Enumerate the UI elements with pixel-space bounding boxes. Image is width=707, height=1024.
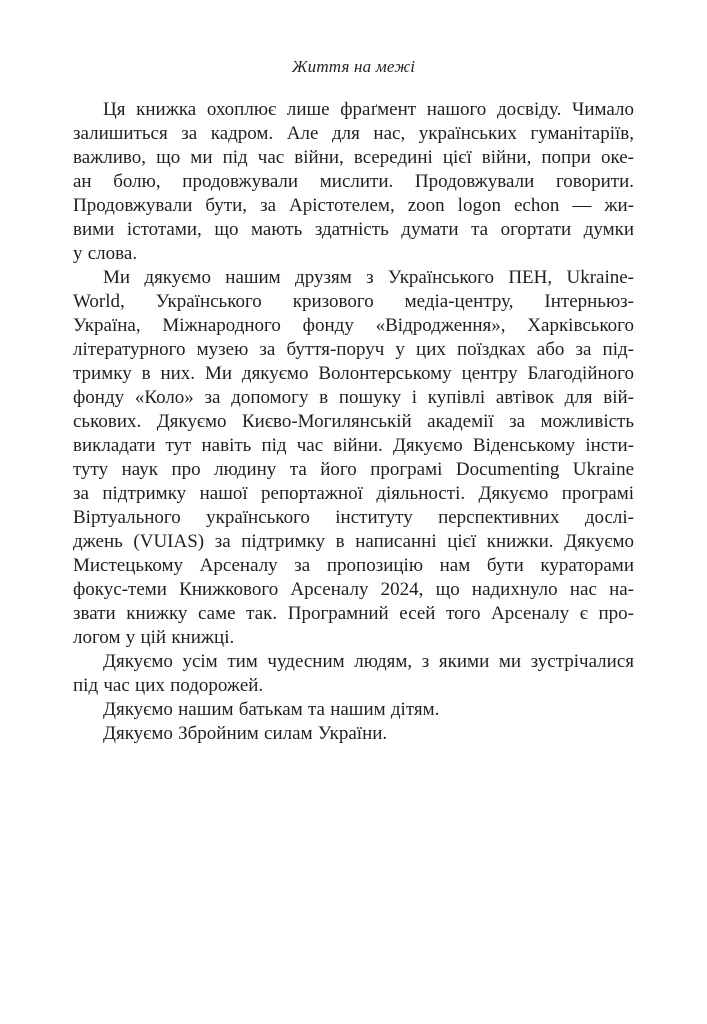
text-line: Мистецькому Арсеналу за пропозицію нам бути кураторами <box>73 555 634 576</box>
text-line: тримку в них. Ми дякуємо Волонтерському центру Благодійного <box>73 363 634 384</box>
text-line: Україна, Міжнародного фонду «Відродження», Харківського <box>73 315 634 336</box>
text-line: за підтримку нашої репортажної діяльності. Дякуємо програмі <box>73 483 634 504</box>
text-line: ан болю, продовжували мислити. Продовжували говорити. <box>73 171 634 192</box>
paragraph <box>73 698 634 722</box>
text-line: Дякуємо Збройним силам України. <box>103 723 388 744</box>
text-line: Дякуємо нашим батькам та нашим дітям. <box>103 699 440 720</box>
text-line: логом у цій книжці. <box>73 627 235 648</box>
text-line: Продовжували бути, за Арістотелем, zoon logon echon — жи- <box>73 195 634 216</box>
text-line: Віртуального українського інституту перспективних дослі- <box>73 507 634 528</box>
text-line: ськових. Дякуємо Києво-Могилянській академії за можливість <box>73 411 634 432</box>
text-line: Дякуємо усім тим чудесним людям, з якими ми зустрічалися <box>103 651 634 672</box>
text-line: джень (VUIAS) за підтримку в написанні цієї книжки. Дякуємо <box>73 531 634 552</box>
text-line: Ця книжка охоплює лише фраґмент нашого досвіду. Чимало <box>103 99 634 120</box>
text-line: залишиться за кадром. Але для нас, українських гуманітаріїв, <box>73 123 634 144</box>
text-line: у слова. <box>73 243 138 264</box>
paragraph <box>73 722 634 746</box>
text-line: World, Українського кризового медіа-центру, Інтерньюз- <box>73 291 634 312</box>
text-line: викладати тут навіть під час війни. Дякуємо Віденському інсти- <box>73 435 634 456</box>
text-line: літературного музею за буття-поруч у цих поїздках або за під- <box>73 339 634 360</box>
running-header: Життя на межі <box>291 57 416 76</box>
text-line: важливо, що ми під час війни, всередині цієї війни, попри оке- <box>73 147 634 168</box>
text-line: вими істотами, що мають здатність думати та огортати думки <box>73 219 634 240</box>
text-line: туту наук про людину та його програмі Documenting Ukraine <box>73 459 634 480</box>
paragraph <box>73 266 634 650</box>
text-line: звати книжку саме так. Програмний есей того Арсеналу є про- <box>73 603 634 624</box>
text-line: Ми дякуємо нашим друзям з Українського ПЕН, Ukraine- <box>103 267 634 288</box>
page-body <box>73 98 634 746</box>
text-line: фокус-теми Книжкового Арсеналу 2024, що надихнуло нас на- <box>73 579 634 600</box>
text-line: під час цих подорожей. <box>73 675 264 696</box>
text-line: фонду «Коло» за допомогу в пошуку і купівлі автівок для вій- <box>73 387 634 408</box>
paragraph <box>73 650 634 698</box>
paragraph <box>73 98 634 266</box>
